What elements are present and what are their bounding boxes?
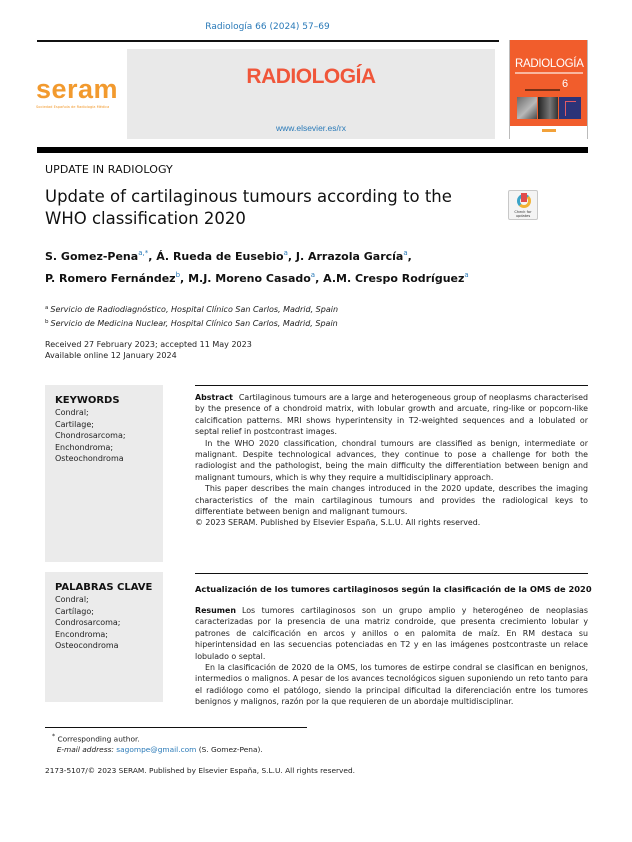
email-label: E-mail address: bbox=[56, 745, 114, 755]
author-affiliation-link[interactable]: a,* bbox=[138, 249, 149, 257]
spanish-title: Actualización de los tumores cartilaginosos según la clasificación de la OMS de 2020 bbox=[195, 584, 592, 594]
seram-logo-subtitle: Sociedad Española de Radiología Médica bbox=[36, 105, 110, 109]
email-link[interactable]: sagompe@gmail.com bbox=[116, 745, 197, 755]
keywords-heading: KEYWORDS bbox=[55, 395, 120, 406]
footnote-mark: * bbox=[52, 733, 56, 740]
author-affiliation-link[interactable]: b bbox=[175, 271, 181, 279]
section-label: UPDATE IN RADIOLOGY bbox=[45, 163, 173, 176]
abstract-english bbox=[195, 392, 588, 529]
abstract-spanish bbox=[195, 605, 588, 708]
palabras-clave-box bbox=[45, 572, 163, 702]
cover-title: RADIOLOGÍA bbox=[515, 58, 584, 70]
affiliation-item: $^b$ Servicio de Medicina Nuclear, Hospital Clínico San Carlos, Madrid, Spain bbox=[45, 319, 338, 328]
issn-copyright: 2173-5107/© 2023 SERAM. Published by Elsevier España, S.L.U. All rights reserved. bbox=[45, 766, 355, 775]
abstract-paragraph: In the WHO 2020 classification, chondral tumours are classified as benign, intermediate or malignant. Despite technological advances, they continue to pose a challenge for both the radiologist and the pathologist, being the main difficulty the differentiation between benign and malignant tumours, which is why they require a multidisciplinary approach. bbox=[195, 438, 588, 482]
cover-subtitle-bar bbox=[515, 72, 583, 74]
journal-reference[interactable]: Radiología 66 (2024) 57–69 bbox=[205, 22, 330, 32]
masthead-title: RADIOLOGÍA bbox=[246, 65, 376, 88]
author-name: J. Arrazola García bbox=[295, 250, 404, 263]
header-rule bbox=[37, 40, 499, 42]
seram-logo bbox=[36, 76, 136, 109]
available-online-date: Available online 12 January 2024 bbox=[45, 351, 177, 360]
author-affiliation-link[interactable]: a bbox=[283, 249, 288, 257]
keyword-item: Osteochondroma bbox=[55, 454, 124, 463]
author-affiliation-link[interactable]: a bbox=[310, 271, 316, 279]
author-name: P. Romero Fernández bbox=[45, 272, 176, 285]
keyword-item: Cartílago; bbox=[55, 606, 94, 616]
keyword-item: Condral; bbox=[55, 408, 89, 417]
corresponding-author-note: * Corresponding author. E-mail address: sagompe@gmail.com (S. Gomez-Pena). bbox=[52, 733, 263, 755]
cover-issue-number: 6 bbox=[562, 78, 569, 90]
cover-footer bbox=[510, 126, 587, 139]
keyword-item: Chondrosarcoma; bbox=[55, 431, 126, 440]
cover-image-ct bbox=[538, 97, 558, 119]
keyword-item: Osteocondroma bbox=[55, 641, 119, 650]
affiliation-item: $^a$ Servicio de Radiodiagnóstico, Hospital Clínico San Carlos, Madrid, Spain bbox=[45, 305, 339, 314]
check-for-updates-button[interactable] bbox=[508, 190, 538, 220]
abstract-paragraph: This paper describes the main changes introduced in the 2020 update, describes the imaging characteristics of the main cartilaginous tumours and provides the radiological keys to differentiate between benign and malignant tumours. bbox=[195, 484, 588, 517]
cover-images bbox=[517, 97, 581, 119]
footnote-rule bbox=[45, 727, 307, 728]
cover-image-graph bbox=[559, 97, 581, 119]
keyword-item: Enchondroma; bbox=[55, 442, 114, 452]
article-title: Update of cartilaginous tumours according to the WHO classification 2020 bbox=[45, 187, 452, 228]
received-date: Received 27 February 2023; accepted 11 May 2023 bbox=[45, 340, 252, 349]
abstract-lead: Abstract bbox=[195, 393, 233, 402]
article-dates bbox=[45, 339, 252, 361]
resumen-lead: Resumen bbox=[195, 606, 236, 615]
author-name: Á. Rueda de Eusebio bbox=[156, 250, 284, 263]
journal-masthead bbox=[127, 49, 495, 139]
author-affiliation-link[interactable]: a bbox=[464, 271, 469, 279]
keyword-item: Cartilage; bbox=[55, 419, 94, 429]
seram-logo-word: seram bbox=[36, 74, 119, 104]
author-name: M.J. Moreno Casado bbox=[188, 272, 311, 285]
keyword-item: Encondroma; bbox=[55, 629, 108, 639]
journal-url-link[interactable]: www.elsevier.es/rx bbox=[276, 123, 346, 133]
cover-volume-bar bbox=[525, 89, 560, 91]
cover-seram-logo bbox=[542, 129, 556, 132]
abstract-rule bbox=[195, 385, 588, 386]
resumen-paragraph: Los tumores cartilaginosos son un grupo amplio y heterogéneo de neoplasias caracterizadas por la presencia de una matriz condroide, que presenta crecimiento lobular y patrones de calcificación en arcos y anillos o en palomita de maíz. En RM destaca su hiperintensidad en las secuencias potenciadas en T2 y en las imágenes postcontraste un relace lobulado o septal. bbox=[195, 606, 588, 661]
author-affiliation-link[interactable]: a bbox=[403, 249, 408, 257]
cover-image-mri bbox=[517, 97, 537, 119]
abstract-copyright: © 2023 SERAM. Published by Elsevier España, S.L.U. All rights reserved. bbox=[195, 518, 481, 528]
abstract-paragraph: Cartilaginous tumours are a large and heterogeneous group of neoplasms characterised by the presence of a chondroid matrix, with lobular growth and arcuate, ring-like or popcorn-like calcification patterns. MRI shows hyperintensity in T2-weighted sequences and a lobulated or septal relief in postcontrast images. bbox=[195, 393, 588, 437]
author-list: S. Gomez-Pena$^{a,*}$, Á. Rueda de Eusebio$^a$, J. Arrazola García$^a$, P. Romero Fernández$^b$, M.J. Moreno Casado$^a$, A.M. Crespo Rodríguez$^a$ bbox=[45, 249, 469, 285]
header-thick-rule bbox=[37, 147, 588, 153]
keyword-item: Condrosarcoma; bbox=[55, 618, 121, 627]
keywords-box bbox=[45, 385, 163, 562]
author-name: A.M. Crespo Rodríguez bbox=[323, 272, 465, 285]
author-name: S. Gomez-Pena bbox=[45, 250, 139, 263]
journal-cover-thumbnail[interactable] bbox=[509, 40, 588, 139]
crossmark-bookmark-icon bbox=[521, 193, 527, 202]
palabras-clave-heading: PALABRAS CLAVE bbox=[55, 582, 153, 593]
keyword-item: Condral; bbox=[55, 595, 89, 604]
resumen-paragraph: En la clasificación de 2020 de la OMS, los tumores de estirpe condral se clasifican en benignos, intermedios o malignos. A pesar de los avances tecnológicos siguen suponiendo un reto tanto para el radiólogo como el patólogo, siendo la principal dificultad la diferenciación entre los tumores benignos y malignos, razón por la que requieren de un abordaje multidisciplinar. bbox=[195, 663, 588, 707]
affiliations bbox=[45, 302, 338, 330]
resumen-rule bbox=[195, 573, 588, 574]
crossmark-label: Check for updates bbox=[514, 210, 532, 218]
